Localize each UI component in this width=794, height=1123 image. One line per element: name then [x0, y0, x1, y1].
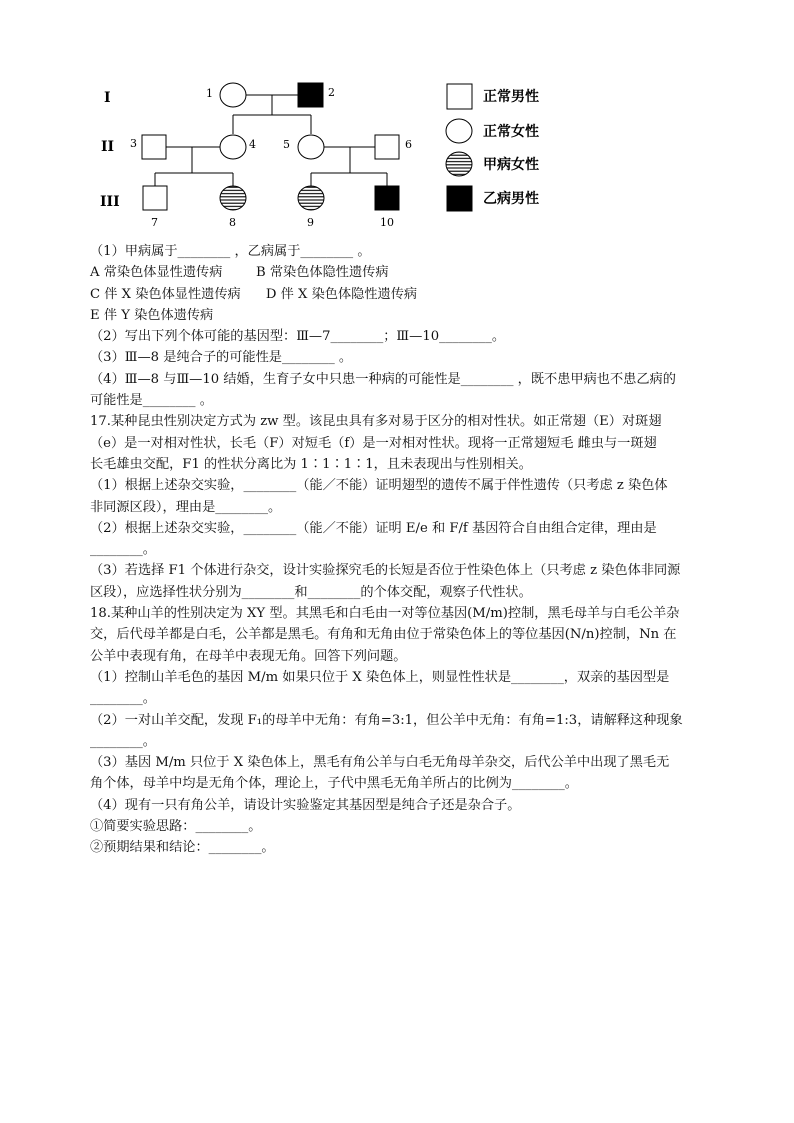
text-line: （1）甲病属于________ ，乙病属于________ 。: [90, 244, 371, 259]
text-line: （3）若选择 F1 个体进行杂交，设计实验探究毛的长短是否位于性染色体上（只考虑 z 染色体非同源: [90, 563, 681, 579]
individual-1-number: 1: [206, 87, 213, 100]
individual-2-male-disease-b: [298, 83, 323, 107]
generation-label-2: II: [101, 139, 115, 155]
legend-disease-b-male-symbol: [447, 186, 472, 211]
individual-3-male: [142, 135, 166, 159]
pedigree-diagram: [0, 0, 794, 240]
individual-9-number: 9: [307, 216, 314, 229]
text-line: 区段），应选择性状分别为________和________的个体交配，观察子代性状。: [90, 584, 532, 600]
text-line: 公羊中表现有角，在母羊中表现无角。回答下列问题。: [90, 648, 407, 664]
individual-7-number: 7: [151, 216, 158, 229]
text-line: C 伴 X 染色体显性遗传病 D 伴 X 染色体隐性遗传病: [90, 286, 418, 302]
individual-2-number: 2: [328, 86, 335, 99]
text-line: A 常染色体显性遗传病 B 常染色体隐性遗传病: [90, 265, 389, 281]
individual-5-number: 5: [283, 138, 290, 151]
individual-5-female: [298, 135, 324, 159]
text-line: （4）Ⅲ—8 与Ⅲ—10 结婚，生育子女中只患一种病的可能性是________ ，既不患甲病也不患乙病的: [90, 371, 676, 387]
text-line: ②预期结果和结论：________。: [90, 840, 275, 856]
legend-normal-male-label: 正常男性: [483, 89, 539, 105]
text-line: （3）基因 M/m 只位于 X 染色体上，黑毛有角公羊与白毛无角母羊杂交，后代公羊中出现了黑毛无: [90, 755, 670, 771]
text-line: 17.某种昆虫性别决定方式为 zw 型。该昆虫具有多对易于区分的相对性状。如正常翅（E）对斑翅: [90, 414, 662, 430]
text-line: （2）根据上述杂交实验，________（能／不能）证明 E/e 和 F/f 基因符合自由组合定律，理由是: [90, 520, 657, 536]
individual-3-number: 3: [130, 137, 137, 150]
text-line: 交，后代母羊都是白毛，公羊都是黑毛。有角和无角由位于常染色体上的等位基因(N/n)控制，Nn 在: [90, 627, 677, 643]
text-line: 18.某种山羊的性别决定为 XY 型。其黑毛和白毛由一对等位基因(M/m)控制，黑毛母羊与白毛公羊杂: [90, 606, 680, 622]
text-line: E 伴 Y 染色体遗传病: [90, 307, 214, 323]
individual-1-female: [220, 83, 246, 107]
text-line: （1）根据上述杂交实验，________（能／不能）证明翅型的遗传不属于伴性遗传（只考虑 z 染色体: [90, 478, 668, 494]
generation-label-1: I: [104, 90, 111, 106]
individual-4-female: [220, 135, 246, 159]
text-line: ________。: [90, 733, 156, 749]
text-line: （3）Ⅲ—8 是纯合子的可能性是________ 。: [90, 350, 353, 366]
individual-8-female-disease-a: [220, 186, 246, 210]
text-line: 角个体，母羊中均是无角个体，理论上，子代中黑毛无角羊所占的比例为________。: [90, 776, 578, 792]
text-line: （4）现有一只有角公羊，请设计实验鉴定其基因型是纯合子还是杂合子。: [90, 797, 521, 813]
text-line: 非同源区段），理由是________。: [90, 499, 282, 515]
text-line: （e）是一对相对性状，长毛（F）对短毛（f）是一对相对性状。现将一正常翅短毛 雌虫与一斑翅: [90, 435, 657, 451]
text-line: ________。: [90, 542, 156, 558]
text-line: ①简要实验思路：________。: [90, 819, 262, 835]
text-line: ________。: [90, 691, 156, 707]
legend-disease-a-female-symbol: [446, 152, 472, 176]
individual-4-number: 4: [249, 138, 256, 151]
legend: [446, 84, 539, 211]
legend-normal-female-label: 正常女性: [483, 124, 539, 140]
individual-7-male: [143, 186, 167, 210]
text-line: （2）一对山羊交配，发现 F₁的母羊中无角：有角=3:1，但公羊中无角：有角=1:3，请解释这种现象: [90, 712, 683, 728]
legend-normal-male-symbol: [447, 84, 472, 109]
text-line: （1）控制山羊毛色的基因 M/m 如果只位于 X 染色体上，则显性性状是________，双亲的基因型是: [90, 669, 670, 685]
legend-disease-a-female-label: 甲病女性: [483, 157, 539, 173]
individual-10-number: 10: [380, 216, 394, 229]
generation-label-3: III: [100, 194, 120, 210]
question-text: [90, 241, 710, 859]
individual-10-male-disease-b: [375, 186, 399, 210]
pedigree-lines: [155, 95, 387, 186]
individual-6-male: [375, 135, 399, 159]
individual-8-number: 8: [229, 216, 236, 229]
legend-normal-female-symbol: [446, 119, 472, 143]
legend-disease-b-male-label: 乙病男性: [483, 191, 539, 207]
text-line: 长毛雄虫交配，F1 的性状分离比为 1∶1∶1∶1，且未表现出与性别相关。: [90, 456, 532, 472]
text-line: （2）写出下列个体可能的基因型：Ⅲ—7________；Ⅲ—10________。: [90, 329, 506, 345]
individual-6-number: 6: [405, 138, 412, 151]
individual-9-female-disease-a: [298, 186, 324, 210]
text-line: 可能性是________ 。: [90, 393, 213, 409]
